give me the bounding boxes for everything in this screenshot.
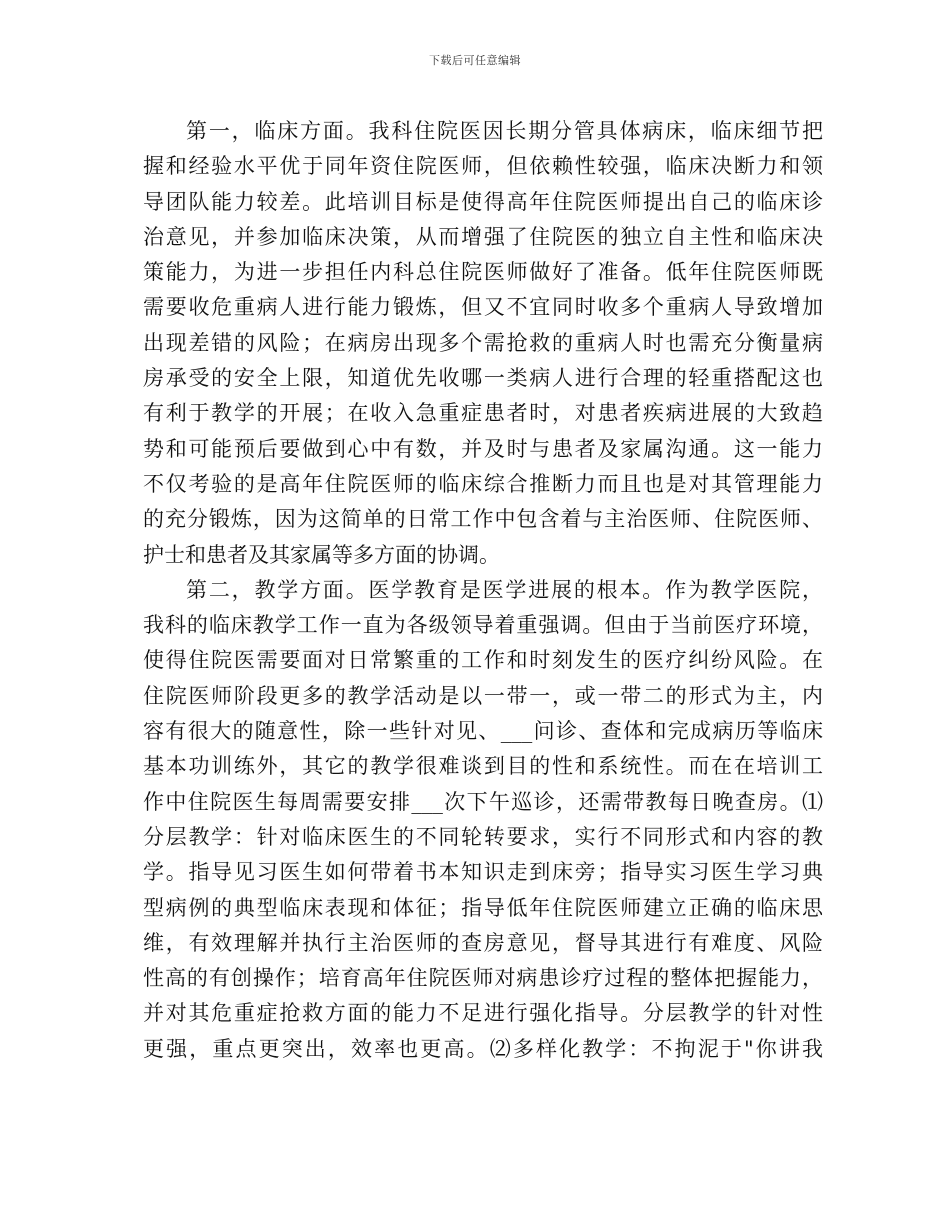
- page-header-note: 下载后可任意编辑: [429, 54, 521, 67]
- paragraph-line: 需要收危重病人进行能力锻炼，但又不宜同时收多个重病人导致增加: [143, 295, 823, 320]
- paragraph-line: 的充分锻炼，因为这简单的日常工作中包含着与主治医师、住院医师、: [143, 507, 823, 532]
- paragraph-line: 使得住院医需要面对日常繁重的工作和时刻发生的医疗纠纷风险。在: [143, 648, 823, 673]
- paragraph-line: 治意见，并参加临床决策，从而增强了住院医的独立自主性和临床决: [143, 224, 823, 249]
- paragraph-line: 住院医师阶段更多的教学活动是以一带一，或一带二的形式为主，内: [143, 683, 823, 708]
- paragraph-line: 护士和患者及其家属等多方面的协调。: [143, 542, 500, 567]
- paragraph-line: 分层教学：针对临床医生的不同轮转要求，实行不同形式和内容的教: [143, 824, 823, 849]
- paragraph-line: 房承受的安全上限，知道优先收哪一类病人进行合理的轻重搭配这也: [143, 366, 823, 391]
- paragraph-line: 不仅考验的是高年住院医师的临床综合推断力而且也是对其管理能力: [143, 471, 823, 496]
- paragraph-line: 第一，临床方面。我科住院医因长期分管具体病床，临床细节把: [186, 119, 823, 143]
- paragraph-line: 更强，重点更突出，效率也更高。⑵多样化教学：不拘泥于"你讲我: [143, 1036, 823, 1061]
- paragraph-line: 我科的临床教学工作一直为各级领导着重强调。但由于当前医疗环境，: [143, 613, 823, 638]
- paragraph-line: 维，有效理解并执行主治医师的查房意见，督导其进行有难度、风险: [143, 930, 823, 955]
- paragraph-line: 势和可能预后要做到心中有数，并及时与患者及家属沟通。这一能力: [143, 436, 823, 461]
- paragraph-line: 出现差错的风险；在病房出现多个需抢救的重病人时也需充分衡量病: [143, 330, 823, 355]
- paragraph-line: 性高的有创操作；培育高年住院医师对病患诊疗过程的整体把握能力，: [143, 966, 823, 991]
- paragraph-line: 型病例的典型临床表现和体征；指导低年住院医师建立正确的临床思: [143, 895, 823, 920]
- paragraph-line: 基本功训练外，其它的教学很难谈到目的性和系统性。而在在培训工: [143, 754, 823, 779]
- paragraph-line: 策能力，为进一步担任内科总住院医师做好了准备。低年住院医师既: [143, 260, 823, 285]
- paragraph-line: 第二，教学方面。医学教育是医学进展的根本。作为教学医院，: [186, 577, 823, 602]
- paragraph-line: 有利于教学的开展；在收入急重症患者时，对患者疾病进展的大致趋: [143, 401, 823, 426]
- paragraph-line: 导团队能力较差。此培训目标是使得高年住院医师提出自己的临床诊: [143, 189, 823, 214]
- document-body: [143, 114, 823, 1067]
- paragraph-line: 容有很大的随意性，除一些针对见、___问诊、查体和完成病历等临床: [143, 719, 823, 744]
- paragraph-line: 作中住院医生每周需要安排___次下午巡诊，还需带教每日晚查房。⑴: [143, 789, 823, 814]
- paragraph-line: 并对其危重症抢救方面的能力不足进行强化指导。分层教学的针对性: [143, 1001, 823, 1026]
- paragraph-line: 学。指导见习医生如何带着书本知识走到床旁；指导实习医生学习典: [143, 860, 823, 885]
- paragraph-line: 握和经验水平优于同年资住院医师，但依赖性较强，临床决断力和领: [143, 154, 823, 179]
